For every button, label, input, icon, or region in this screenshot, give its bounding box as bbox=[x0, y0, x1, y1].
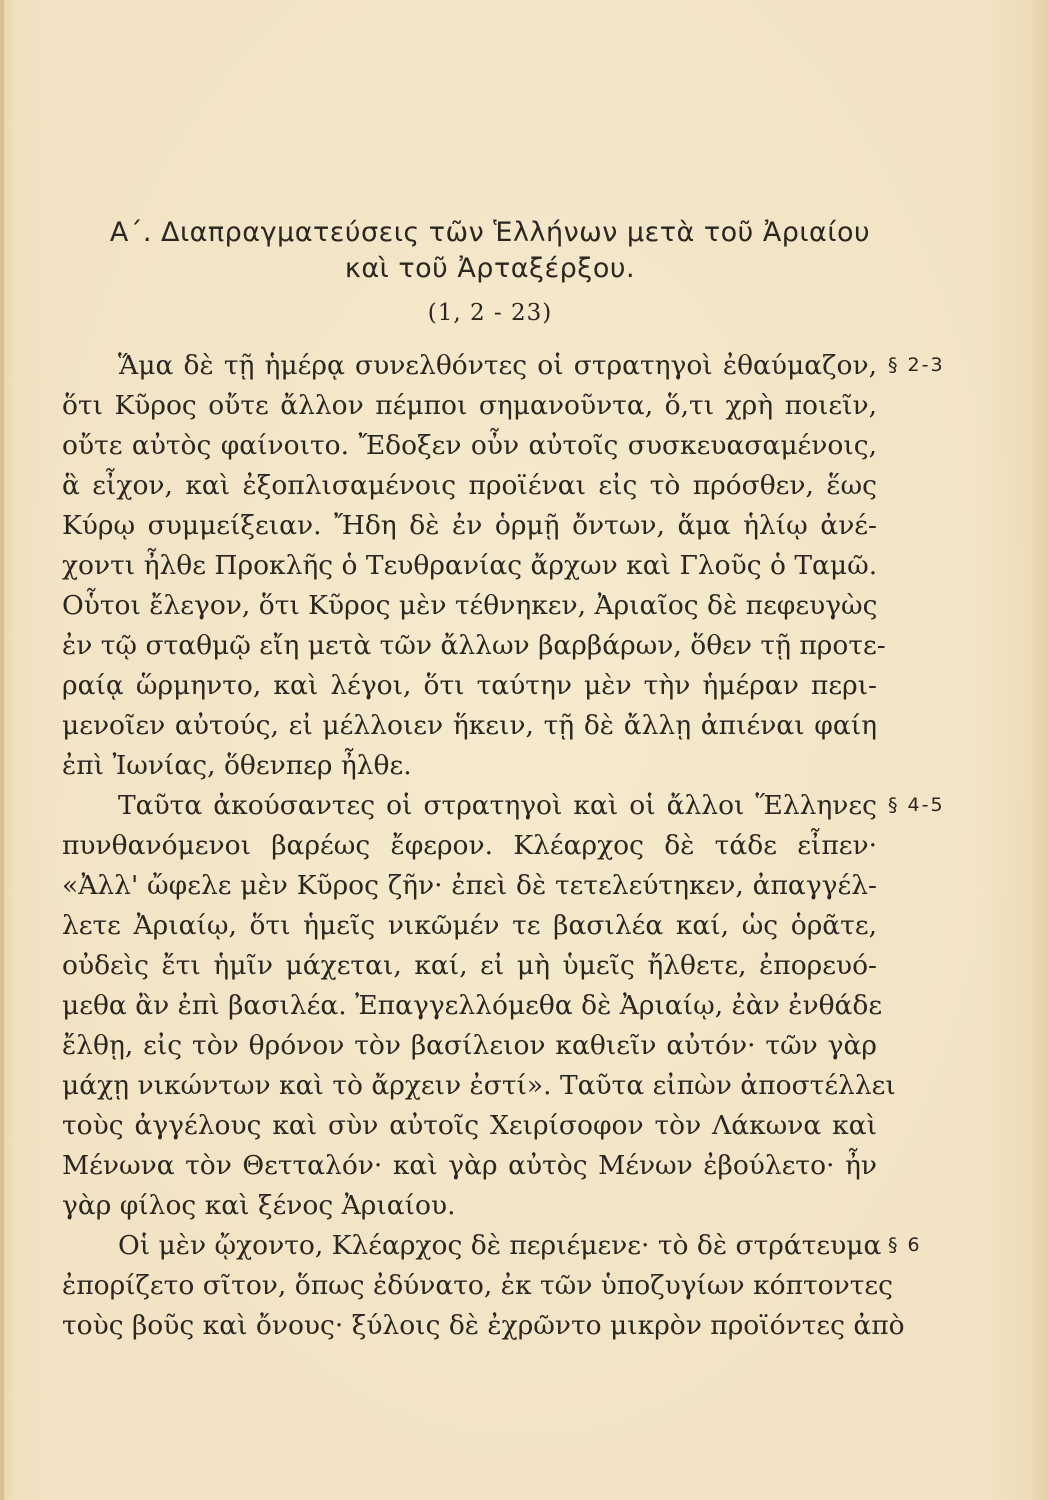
text-line: λετε Ἀριαίῳ, ὅτι ἡμεῖς νικῶμέν τε βασιλέα καί, ὡς ὁρᾶτε, bbox=[62, 910, 877, 941]
text-line: ἐν τῷ σταθμῷ εἴη μετὰ τῶν ἄλλων βαρβάρων, ὅθεν τῇ προτε- bbox=[62, 630, 886, 661]
text-line: ἐπορίζετο σῖτον, ὅπως ἐδύνατο, ἐκ τῶν ὑποζυγίων κόπτοντες bbox=[62, 1270, 893, 1301]
text-line: ἃ εἶχον, καὶ ἐξοπλισαμένοις προϊέναι εἰς τὸ πρόσθεν, ἕως bbox=[62, 470, 877, 501]
text-line: «Ἀλλ' ὤφελε μὲν Κῦρος ζῆν· ἐπεὶ δὲ τετελεύτηκεν, ἀπαγγέλ- bbox=[62, 870, 877, 901]
chapter-heading-line-1: Α΄. Διαπραγματεύσεις τῶν Ἑλλήνων μετὰ τοῦ Ἀριαίου bbox=[109, 217, 871, 248]
text-line: οὔτε αὐτὸς φαίνοιτο. Ἔδοξεν οὖν αὐτοῖς συσκευασαμένοις, bbox=[62, 430, 877, 461]
text-line: ραίᾳ ὥρμηντο, καὶ λέγοι, ὅτι ταύτην μὲν τὴν ἡμέραν περι- bbox=[62, 670, 877, 701]
text-line: μάχῃ νικώντων καὶ τὸ ἄρχειν ἐστί». Ταῦτα εἰπὼν ἀποστέλλει bbox=[62, 1070, 896, 1101]
text-line: ἐπὶ Ἰωνίας, ὅθενπερ ἦλθε. bbox=[62, 750, 412, 781]
text-line: τοὺς ἀγγέλους καὶ σὺν αὐτοῖς Χειρίσοφον τὸν Λάκωνα καὶ bbox=[62, 1110, 877, 1141]
text-line: Οὗτοι ἔλεγον, ὅτι Κῦρος μὲν τέθνηκεν, Ἀριαῖος δὲ πεφευγὼς bbox=[62, 590, 878, 621]
text-line: οὐδεὶς ἔτι ἡμῖν μάχεται, καί, εἰ μὴ ὑμεῖς ἤλθετε, ἐπορευό- bbox=[62, 950, 877, 981]
text-line: ἔλθῃ, εἰς τὸν θρόνον τὸν βασίλειον καθιεῖν αὐτόν· τῶν γὰρ bbox=[62, 1030, 877, 1061]
text-line: γὰρ φίλος καὶ ξένος Ἀριαίου. bbox=[62, 1190, 456, 1221]
section-marker: § 6 bbox=[888, 1234, 922, 1256]
text-line: μεθα ἂν ἐπὶ βασιλέα. Ἐπαγγελλόμεθα δὲ Ἀριαίῳ, ἐὰν ἐνθάδε bbox=[62, 990, 883, 1021]
chapter-heading-line-2: καὶ τοῦ Ἀρταξέρξου. bbox=[344, 253, 636, 284]
text-line: μενοῖεν αὐτούς, εἰ μέλλοιεν ἥκειν, τῇ δὲ ἄλλῃ ἀπιέναι φαίη bbox=[62, 710, 877, 741]
text-line: πυνθανόμενοι βαρέως ἔφερον. Κλέαρχος δὲ τάδε εἶπεν· bbox=[62, 830, 877, 861]
text-line: Μένωνα τὸν Θετταλόν· καὶ γὰρ αὐτὸς Μένων ἐβούλετο· ἦν bbox=[62, 1150, 877, 1181]
page-binding-edge bbox=[0, 0, 4, 1500]
text-line: χοντι ἦλθε Προκλῆς ὁ Τευθρανίας ἄρχων καὶ Γλοῦς ὁ Ταμῶ. bbox=[62, 550, 878, 581]
passage-reference: (1, 2 - 23) bbox=[427, 300, 553, 326]
section-marker: § 2-3 bbox=[888, 354, 945, 376]
text-line: Ταῦτα ἀκούσαντες οἱ στρατηγοὶ καὶ οἱ ἄλλοι Ἕλληνες bbox=[118, 790, 877, 821]
text-line: Ἅμα δὲ τῇ ἡμέρᾳ συνελθόντες οἱ στρατηγοὶ ἐθαύμαζον, bbox=[118, 350, 877, 381]
text-line: Οἱ μὲν ᾤχοντο, Κλέαρχος δὲ περιέμενε· τὸ δὲ στράτευμα bbox=[118, 1230, 882, 1261]
section-marker: § 4-5 bbox=[888, 794, 945, 816]
text-line: ὅτι Κῦρος οὔτε ἄλλον πέμποι σημανοῦντα, ὅ,τι χρὴ ποιεῖν, bbox=[62, 390, 877, 421]
text-line: Κύρῳ συμμείξειαν. Ἤδη δὲ ἐν ὁρμῇ ὄντων, ἅμα ἡλίῳ ἀνέ- bbox=[62, 510, 877, 541]
text-line: τοὺς βοῦς καὶ ὄνους· ξύλοις δὲ ἐχρῶντο μικρὸν προϊόντες ἀπὸ bbox=[62, 1310, 905, 1341]
